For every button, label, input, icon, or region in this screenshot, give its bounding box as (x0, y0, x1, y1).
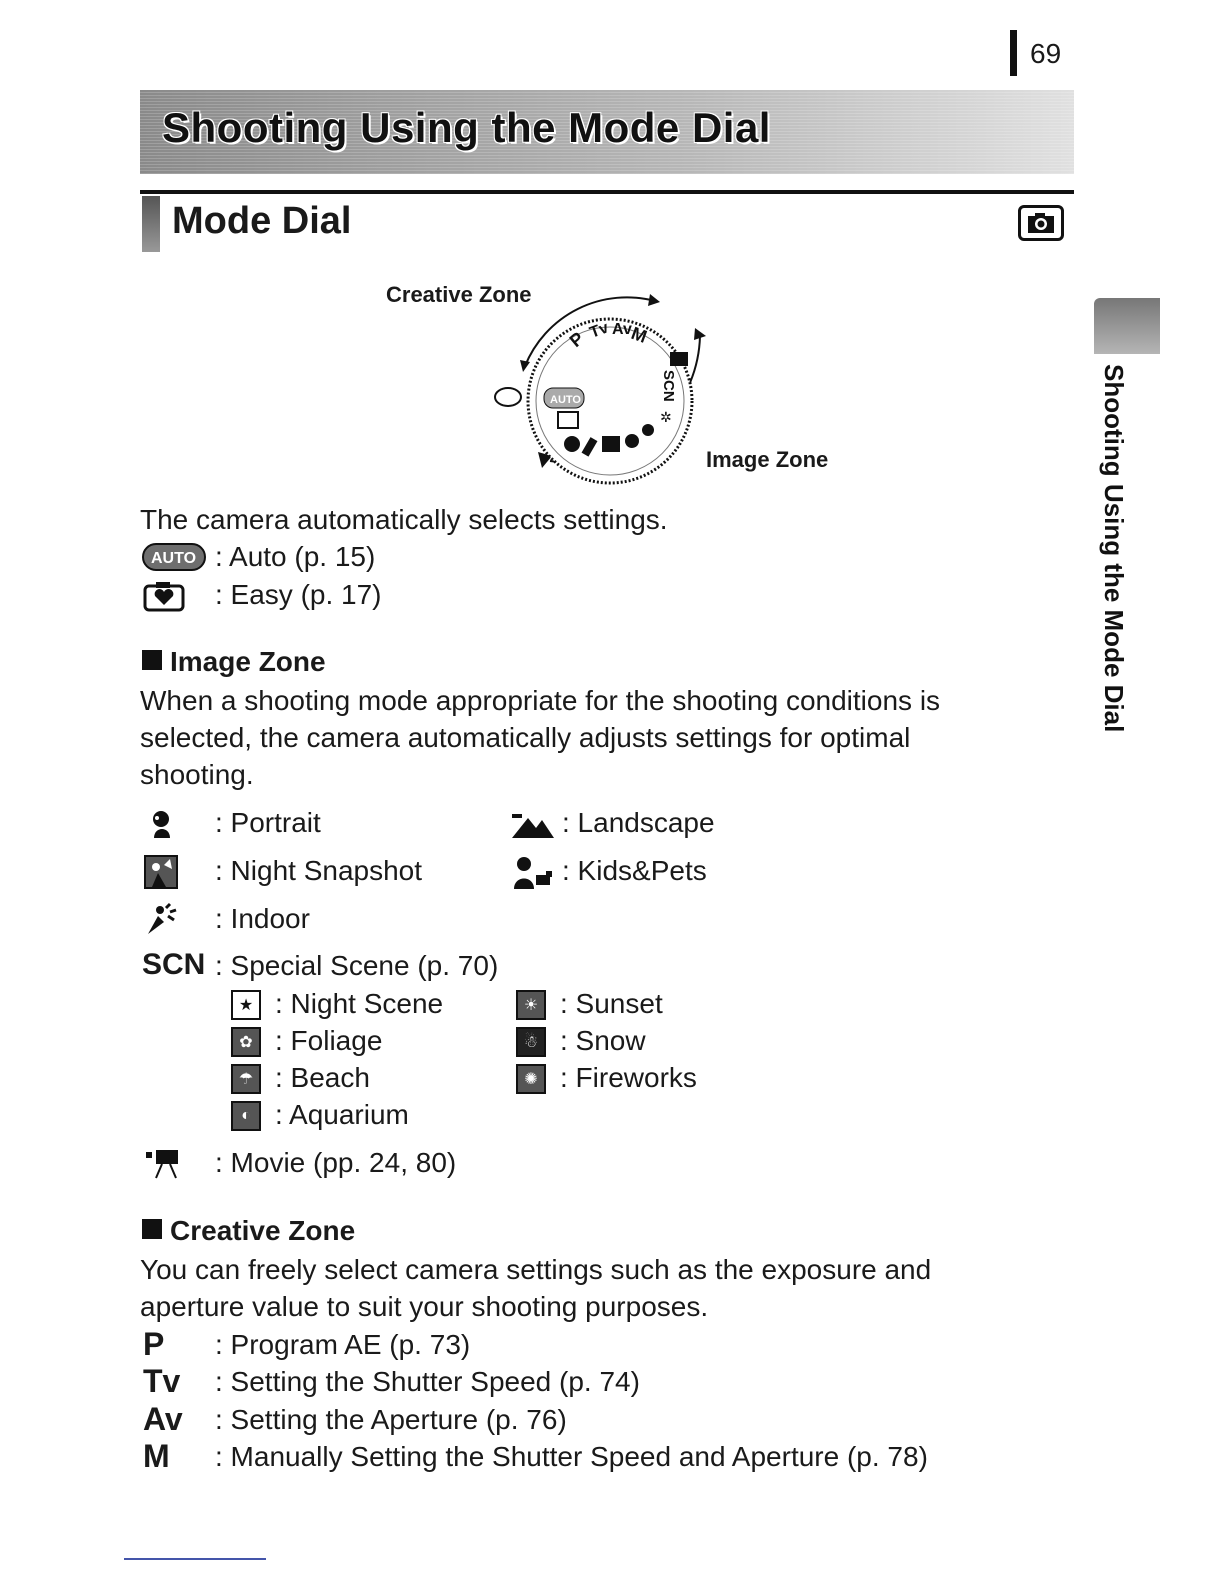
image-zone-paragraph-line-2: selected, the camera automatically adjusts settings for optimal (140, 722, 911, 753)
night-scene-icon: ★ (231, 990, 261, 1020)
side-tab-marker (1094, 298, 1160, 354)
kids-pets-icon (510, 855, 554, 891)
portrait-icon (146, 808, 178, 840)
aperture-priority-icon: Av (143, 1401, 183, 1437)
bullet-square-icon (142, 1219, 162, 1239)
program-ae-label: : Program AE (p. 73) (215, 1329, 471, 1360)
svg-text:SCN: SCN (660, 370, 677, 402)
creative-zone-paragraph-line-2: aperture value to suit your shooting purposes. (140, 1291, 709, 1322)
page-number-bar (1010, 30, 1017, 76)
shutter-priority-icon: Tv (143, 1363, 181, 1399)
manual-mode-label: : Manually Setting the Shutter Speed and Aperture (p. 78) (215, 1441, 928, 1472)
beach-label: : Beach (275, 1062, 370, 1093)
beach-icon: ☂ (231, 1064, 261, 1094)
intro-text: The camera automatically selects settings. (140, 504, 668, 535)
chapter-title: Shooting Using the Mode Dial (162, 104, 771, 151)
landscape-icon (510, 810, 554, 840)
indoor-icon (144, 902, 180, 936)
image-zone-heading: Image Zone (142, 646, 326, 678)
svg-text:P: P (565, 328, 588, 352)
aquarium-label: : Aquarium (275, 1099, 409, 1130)
sunset-icon: ☀ (516, 990, 546, 1020)
movie-label: : Movie (pp. 24, 80) (215, 1147, 457, 1178)
image-zone-paragraph-line-1: When a shooting mode appropriate for the shooting conditions is (140, 685, 941, 716)
foliage-label: : Foliage (275, 1025, 383, 1056)
snow-icon: ☃ (516, 1027, 546, 1057)
page-number: 69 (1030, 38, 1062, 69)
auto-label: : Auto (p. 15) (215, 541, 376, 572)
creative-zone-paragraph-line-1: You can freely select camera settings such as the exposure and (140, 1254, 932, 1285)
program-ae-icon: P (143, 1326, 165, 1362)
chapter-banner (140, 90, 1074, 174)
fireworks-icon: ✺ (516, 1064, 546, 1094)
special-scene-label: : Special Scene (p. 70) (215, 950, 499, 981)
easy-label: : Easy (p. 17) (215, 579, 382, 610)
svg-text:AUTO: AUTO (550, 394, 581, 406)
manual-mode-icon: M (143, 1438, 170, 1474)
mode-dial-illustration (380, 276, 860, 506)
svg-text:Av: Av (612, 321, 632, 338)
section-marker (142, 196, 160, 252)
auto-mode-icon (142, 542, 208, 572)
image-zone-label: Image Zone (706, 447, 829, 472)
footer-rule (124, 1558, 266, 1560)
bullet-square-icon (142, 650, 162, 670)
creative-zone-heading: Creative Zone (142, 1215, 355, 1247)
svg-text:Tv: Tv (587, 319, 611, 342)
scn-icon: SCN (142, 948, 206, 981)
night-snapshot-icon (144, 855, 178, 889)
svg-text:M: M (628, 322, 650, 347)
movie-icon (144, 1146, 184, 1180)
portrait-label: : Portrait (215, 807, 321, 838)
sunset-label: : Sunset (560, 988, 663, 1019)
easy-mode-icon (143, 580, 185, 612)
landscape-label: : Landscape (562, 807, 715, 838)
aquarium-icon: ◐ (231, 1101, 261, 1131)
night-snapshot-label: : Night Snapshot (215, 855, 423, 886)
section-title: Mode Dial (172, 200, 352, 242)
kids-pets-label: : Kids&Pets (562, 855, 707, 886)
svg-text:✲: ✲ (660, 410, 672, 426)
fireworks-label: : Fireworks (560, 1062, 697, 1093)
svg-text:AUTO: AUTO (151, 550, 197, 567)
creative-zone-label: Creative Zone (386, 282, 532, 307)
image-zone-paragraph-line-3: shooting. (140, 759, 254, 790)
indoor-label: : Indoor (215, 903, 310, 934)
shutter-priority-label: : Setting the Shutter Speed (p. 74) (215, 1366, 640, 1397)
aperture-priority-label: : Setting the Aperture (p. 76) (215, 1404, 567, 1435)
camera-mode-icon (1018, 205, 1064, 241)
section-rule (140, 190, 1074, 194)
snow-label: : Snow (560, 1025, 646, 1056)
night-scene-label: : Night Scene (275, 988, 444, 1019)
side-tab-title: Shooting Using the Mode Dial (1099, 364, 1129, 733)
foliage-icon: ✿ (231, 1027, 261, 1057)
